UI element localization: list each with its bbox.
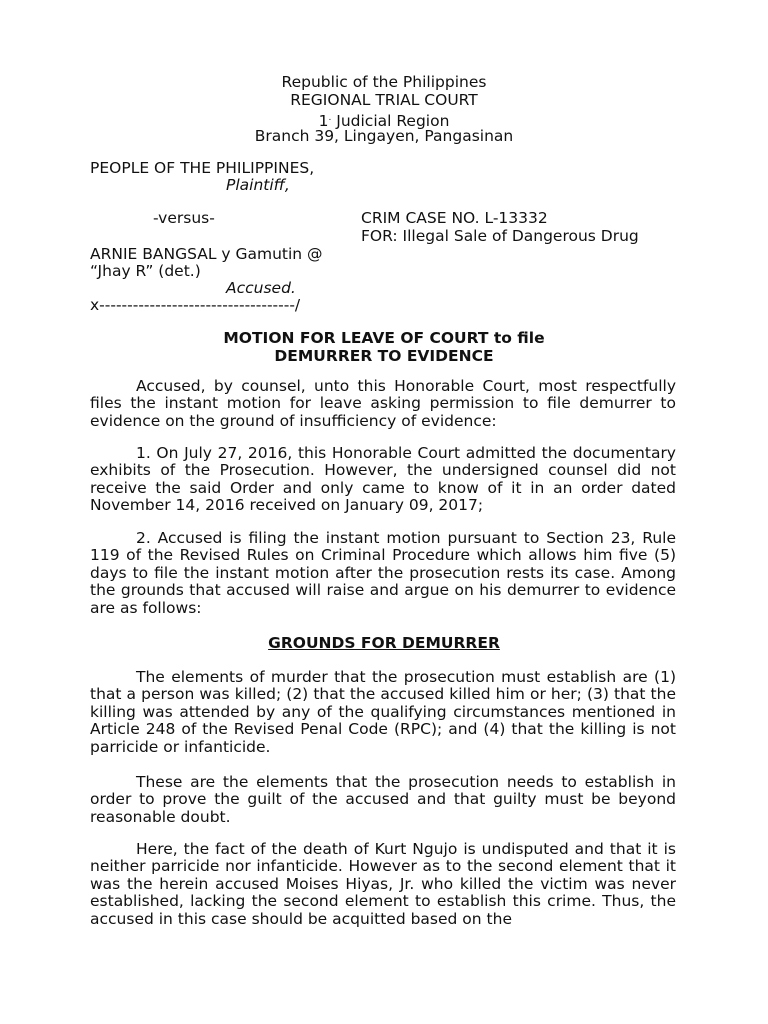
intro-paragraph: Accused, by counsel, unto this Honorable Court, most respectfully files the instant motion for leave asking permission to file demurrer to evidence on the ground of insufficiency of evidence: — [90, 377, 676, 430]
paragraph-1: 1. On July 27, 2016, this Honorable Court admitted the documentary exhibits of the Prosecution. However, the undersigned counsel did not receive the said Order and only came to know of it in an order dated November 14, 2016 received on January 09, 2017; — [90, 444, 676, 515]
motion-title-line1: MOTION FOR LEAVE OF COURT to file — [223, 329, 545, 347]
accused-alias: “Jhay R” (det.) — [90, 262, 201, 280]
paragraph-guilt: These are the elements that the prosecution needs to establish in order to prove the guilt of the accused and that guilty must be beyond reasonable doubt. — [90, 773, 676, 826]
plaintiff-role: Plaintiff, — [226, 176, 290, 194]
case-number: CRIM CASE NO. L-13332 — [361, 209, 548, 227]
motion-title-line2: DEMURRER TO EVIDENCE — [274, 347, 494, 365]
judicial-region-number: 1 — [318, 112, 329, 131]
versus-label: -versus- — [153, 209, 215, 227]
case-offense: FOR: Illegal Sale of Dangerous Drug — [361, 227, 639, 245]
paragraph-facts: Here, the fact of the death of Kurt Ngujo is undisputed and that it is neither parricide nor infanticide. However as to the second element that it was the herein accused Moises Hiyas, Jr. who killed the victim was never established, lacking the second element to establish this crime. Thus, the accused in this case should be acquitted based on the — [90, 840, 676, 928]
caption-separator: x-----------------------------------/ — [90, 296, 301, 314]
branch-line: Branch 39, Lingayen, Pangasinan — [254, 127, 514, 145]
judicial-region-suffix: . — [328, 113, 332, 123]
republic-line: Republic of the Philippines — [281, 73, 487, 91]
judicial-region-text: Judicial Region — [331, 112, 450, 131]
paragraph-elements: The elements of murder that the prosecution must establish are (1) that a person was killed; (2) that the accused killed him or her; (3) that the killing was attended by any of the qualifying circumstances mentioned in Article 248 of the Revised Penal Code (RPC); and (4) that the killing is not parricide or infanticide. — [90, 668, 676, 756]
court-name: REGIONAL TRIAL COURT — [290, 91, 478, 109]
grounds-heading: GROUNDS FOR DEMURRER — [268, 634, 500, 652]
paragraph-2: 2. Accused is filing the instant motion pursuant to Section 23, Rule 119 of the Revised Rules on Criminal Procedure which allows him five (5) days to file the instant motion after the prosecution rests its case. Among the grounds that accused will raise and argue on his demurrer to evidence are as follows: — [90, 529, 676, 617]
plaintiff-name: PEOPLE OF THE PHILIPPINES, — [90, 159, 315, 177]
accused-role: Accused. — [226, 279, 296, 297]
accused-name: ARNIE BANGSAL y Gamutin @ — [90, 245, 323, 263]
